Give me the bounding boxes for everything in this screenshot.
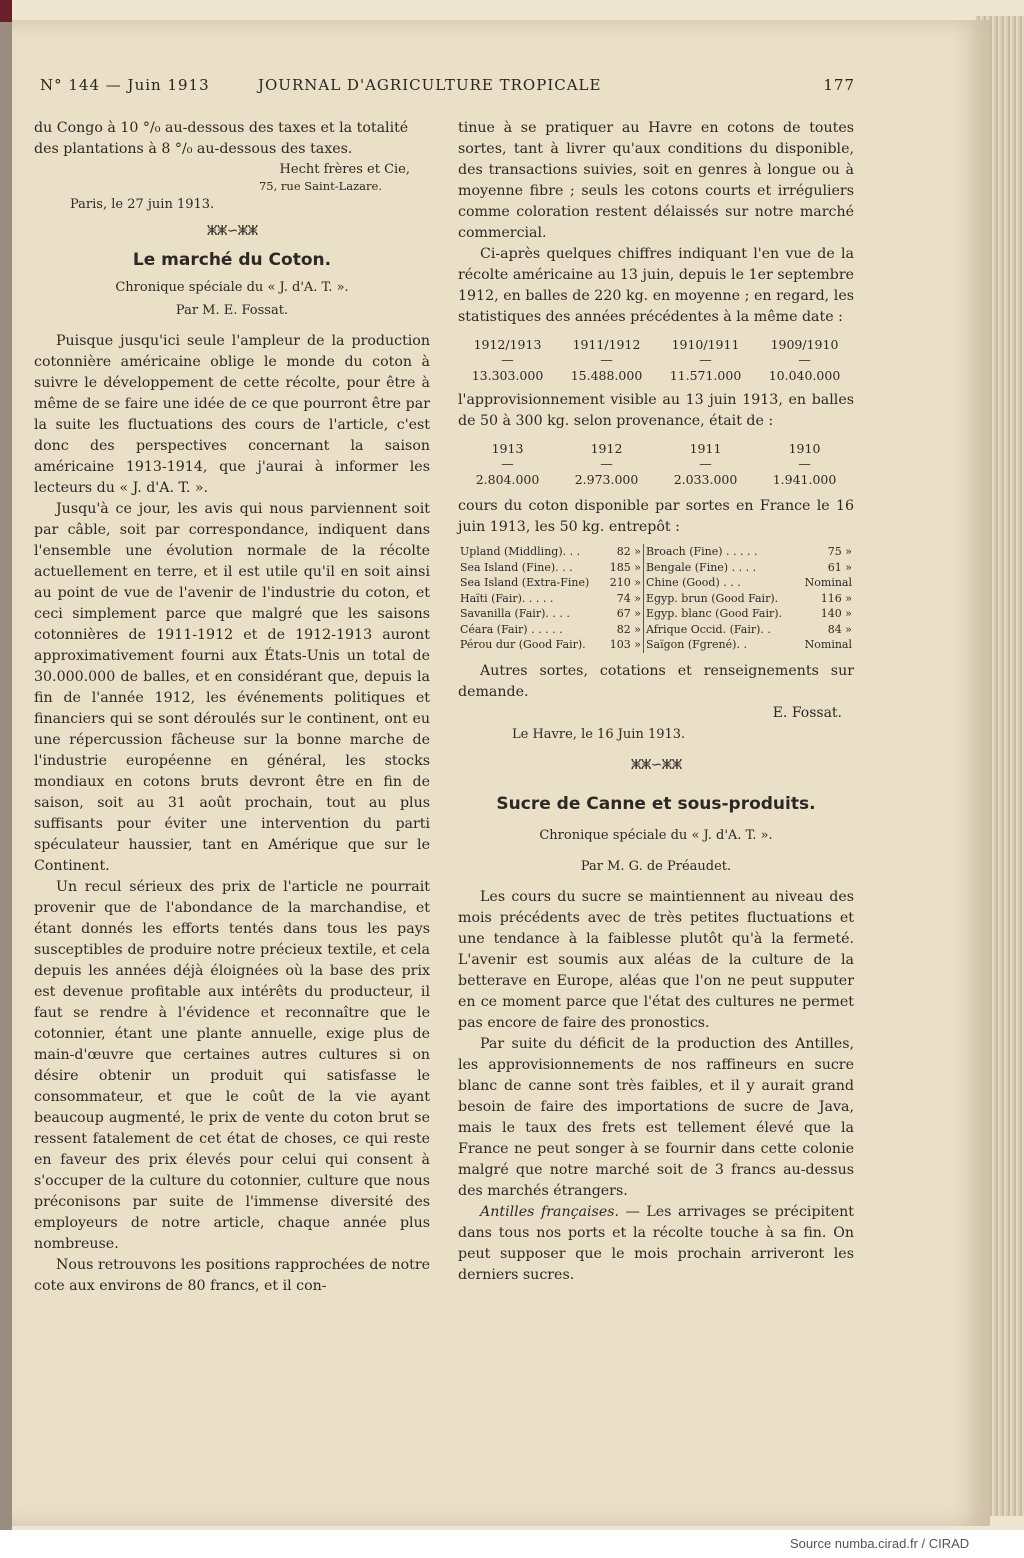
table-cell: Sea Island (Extra-Fine) [460,576,590,589]
signature-date: Le Havre, le 16 Juin 1913. [512,726,686,742]
section-label: Antilles françaises. [480,1203,619,1220]
paragraph: Les cours du sucre se maintiennent au niveau des mois précédents avec de très petites fluctuations et une tendance à la faiblesse plutôt qu'à la fermeté. L'avenir est soumis aux aléas de la culture de la betterave en Europe, aléas que l'on ne peut supputer en ce moment parce que l'état des cultures ne permet pas encore de faire des pronostics. [458,888,854,1031]
table-cell: 2.804.000 [475,472,540,487]
journal-title: JOURNAL D'AGRICULTURE TROPICALE [258,76,602,94]
table-cell: Savanilla (Fair). . . . [460,607,570,620]
table-cell: 67 » [616,607,641,620]
paragraph: l'approvisionnement visible au 13 juin 1913, en balles de 50 à 300 kg. selon provenance, était de : [458,392,854,429]
page-number: 177 [823,76,855,94]
signature: E. Fossat. [772,704,842,721]
article-title: Sucre de Canne et sous-produits. [496,793,816,814]
table-row [458,560,854,576]
table-cell: Upland (Middling). . . [460,545,581,558]
table-cell: Egyp. brun (Good Fair). [645,591,779,605]
table-row [458,575,854,591]
source-credit: Source numba.cirad.fr / CIRAD [790,1536,970,1551]
right-column [458,118,854,1286]
table-cell: Chine (Good) . . . [645,576,741,589]
article-author: Par M. G. de Préaudet. [580,858,732,874]
supply-table: 1913 1912 1911 1910 — — — — 2.804.000 2.973.000 2.033.000 1.941.000 [458,438,854,490]
paragraph: Puisque jusqu'ici seule l'ampleur de la production cotonnière américaine oblige le monde du coton à suivre le développement de cette récolte, pour être à même de se faire une idée de ce que pourront être par la suite les fluctuations des cours de l'article, c'est donc des perspectives concernant la saison américaine 1913-1914, que j'aurai à informer les lecteurs du « J. d'A. T. ». [34,333,430,496]
table-cell: Bengale (Fine) . . . . [645,560,757,574]
table-header: 1912 [590,441,623,456]
table-cell: 74 » [616,591,641,605]
paragraph: Par suite du déficit de la production des Antilles, les approvisionnements de nos raffineurs en sucre blanc de canne sont très faibles, et il y aurait grand besoin de faire des importations de sucre de Java, mais le taux des frets est tellement élevé que la France ne peut songer à se fournir dans cette colonie malgré que notre marché soit de 3 francs au-dessus des marchés étrangers. [458,1035,854,1199]
article-subtitle: Chronique spéciale du « J. d'A. T. ». [115,280,349,295]
table-row [458,606,854,622]
table-cell: Nominal [804,638,852,651]
table-cell: 116 » [820,591,852,605]
article-author: Par M. E. Fossat. [175,303,289,318]
table-cell: Céara (Fair) . . . . . [460,622,563,636]
table-header: 1913 [491,441,524,456]
table-cell: 2.033.000 [673,472,738,487]
table-row [458,544,854,560]
book-spine [0,0,12,1530]
table-header: 1909/1910 [770,337,839,352]
table-cell: 210 » [609,576,641,589]
intro-line: du Congo à 10 °/₀ au-dessous des taxes et la totalité [34,120,409,136]
table-cell: 82 » [616,545,641,558]
signature-address: 75, rue Saint-Lazare. [258,179,382,193]
paragraph [458,1202,854,1286]
table-cell: Haïti (Fair). . . . . [460,591,554,605]
table-cell: 15.488.000 [570,368,643,383]
paragraph: tinue à se pratiquer au Havre en cotons de toutes sortes, tant à livrer qu'aux conditions du disponible, des transactions suivies, soit en genres à longue ou à moyenne fibre ; seuls les cotons courts et irréguliers comme coloration restent délaissés sur notre marché commercial. [458,120,854,241]
price-table [458,544,854,653]
article-title: Le marché du Coton. [132,250,332,270]
table-cell: Egyp. blanc (Good Fair). [645,607,783,620]
table-header: 1910/1911 [671,337,740,352]
section-text: — Les arrivages se précipitent dans tous nos ports et la récolte touche à sa fin. On peut supposer que le mois prochain arriveront les derniers sucres. [458,1203,854,1283]
table-cell: Sea Island (Fine). . . [460,560,573,574]
paragraph: Autres sortes, cotations et renseignements sur demande. [458,662,854,700]
table-cell: 185 » [609,560,641,574]
paragraph: Jusqu'à ce jour, les avis qui nous parviennent soit par câble, soit par correspondance, indiquent dans l'ensemble une évolution normale de la récolte actuellement en terre, et il est utile qu'il en soit ainsi au point de vue de l'avenir de l'industrie du coton, et ceci simplement parce que malgré que les saisons cotonnières de 1911-1912 et de 1912-1913 auront approximativement fourni aux États-Unis un total de 30.000.000 de balles, et en considérant que, depuis la fin de l'année 1912, les événements politiques et financiers qui se sont déroulés sur le continent, ont eu une répercussion fâcheuse sur la bonne marche de l'industrie européenne en général, les stocks mondiaux en cotons bruts devront être en fin de saison, soit au 31 août prochain, tout au plus suffisants pour éviter une intervention du parti spéculateur haussier, tant en Amérique que sur le Continent. [34,501,430,874]
paragraph: cours du coton disponible par sortes en France le 16 juin 1913, les 50 kg. entrepôt : [458,498,854,535]
table-header: 1912/1913 [473,337,542,352]
table-cell: 75 » [827,545,852,558]
table-cell: 140 » [820,607,852,620]
table-cell: 13.303.000 [471,368,544,383]
table-header: 1910 [788,441,821,456]
table-cell: 82 » [616,622,641,636]
table-cell: 84 » [827,622,852,636]
ornament-divider: ⵥⵥ∽ⵥⵥ [630,756,682,773]
article-subtitle: Chronique spéciale du « J. d'A. T. ». [539,827,773,843]
table-cell: 2.973.000 [574,472,639,487]
table-cell: Broach (Fine) . . . . . [645,545,758,558]
table-cell: 11.571.000 [669,368,742,383]
table-cell: 61 » [827,560,852,574]
table-cell: 103 » [609,638,641,651]
paragraph: Ci-après quelques chiffres indiquant l'en vue de la récolte américaine au 13 juin, depuis le 1er septembre 1912, en balles de 220 kg. en moyenne ; en regard, les statistiques des années précédentes à la même date : [458,246,854,325]
paragraph: Nous retrouvons les positions rapprochées de notre cote aux environs de 80 francs, et il con- [34,1257,430,1294]
paragraph: Un recul sérieux des prix de l'article ne pourrait provenir que de l'abondance de la marchandise, et étant donnés les efforts tentés dans tous les pays susceptibles de produire notre précieux textile, et cela depuis les années déjà éloignées où la base des prix est devenue profitable aux intérêts du producteur, il faut se rendre à l'évidence et reconnaître que le cotonnier, étant une plante annuelle, exige plus de main-d'œuvre que certaines autres cultures si on désire obtenir un produit qui satisfasse le consommateur, et que le coût de la vie ayant beaucoup augmenté, le prix de vente du coton brut se ressent fatalement de cet état de choses, ce qui reste en faveur des prix élevés pour celui qui consent à s'occuper de la culture du cotonnier, culture que nous préconisons par suite de l'immense diversité des employeurs de notre article, chaque année plus nombreuse. [34,879,430,1252]
signature-name: Hecht frères et Cie, [279,162,410,177]
table-cell: Saïgon (Fgrené). . [645,638,747,651]
table-row [458,622,854,638]
harvest-table: 1912/1913 1911/1912 1910/1911 1909/1910 — — — — 13.303.000 15.488.000 11.571.000 10.040.000 [458,334,854,386]
table-cell: 1.941.000 [772,472,837,487]
table-header: 1911 [689,441,722,456]
spine-cap [0,0,12,22]
signature-date: Paris, le 27 juin 1913. [70,197,215,212]
table-cell: Pérou dur (Good Fair). [460,638,586,651]
table-row [458,637,854,653]
table-cell: Nominal [804,576,852,589]
table-cell: Afrique Occid. (Fair). . [645,622,771,636]
table-cell: 10.040.000 [768,368,841,383]
table-header: 1911/1912 [572,337,641,352]
table-row [458,591,854,607]
intro-line: des plantations à 8 °/₀ au-dessous des taxes. [34,141,353,157]
ornament-divider: ⵥⵥ∽ⵥⵥ [206,223,258,239]
left-column [34,118,430,1297]
issue-label: N° 144 — Juin 1913 [40,76,210,94]
